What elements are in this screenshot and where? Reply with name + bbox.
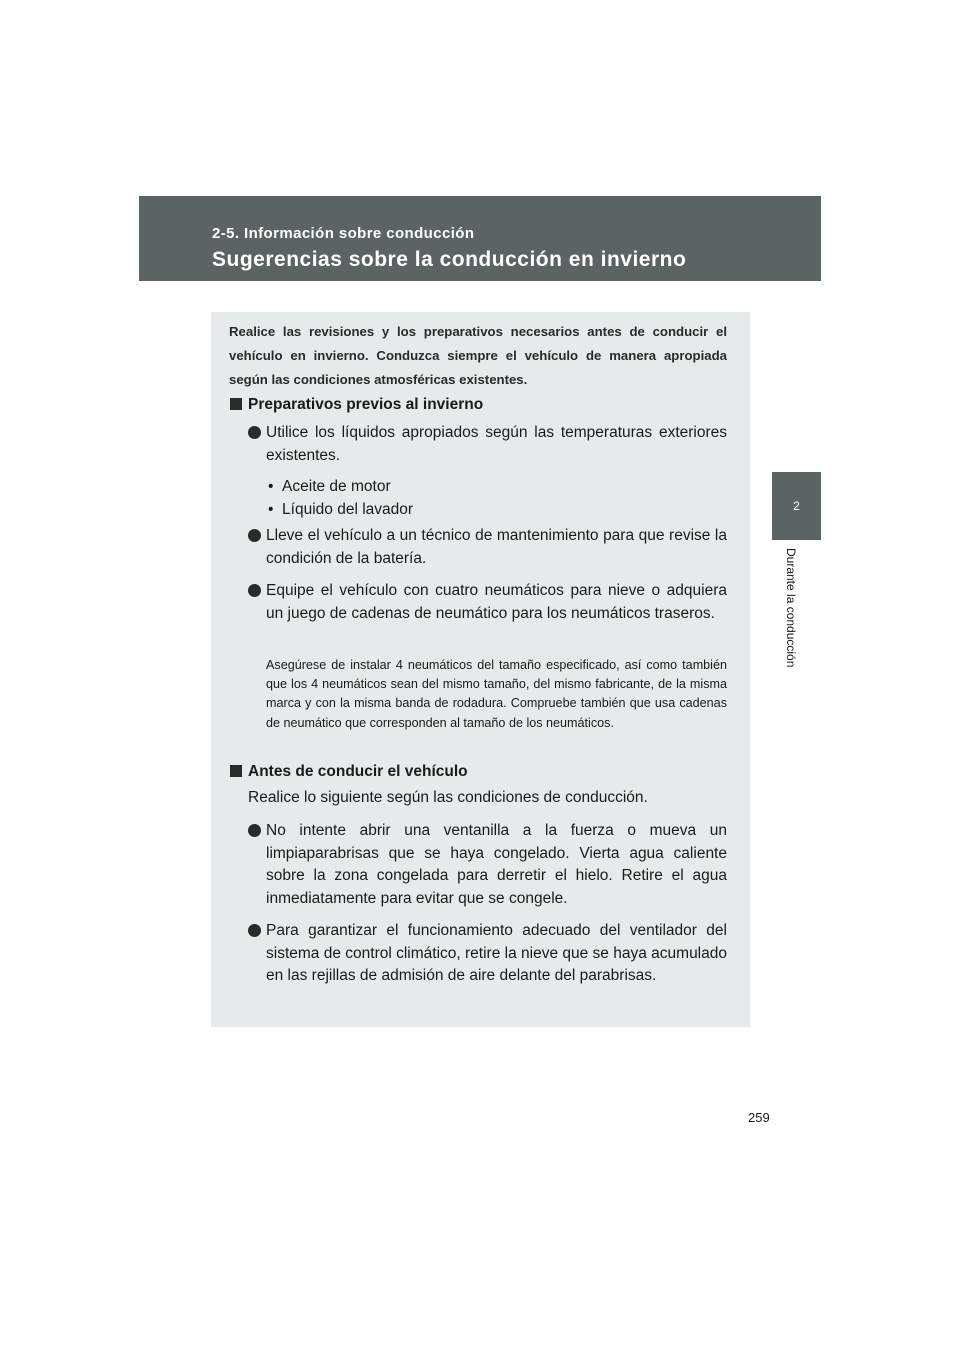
section-header (139, 196, 821, 281)
square-bullet-icon (230, 398, 242, 410)
sub-list-item (268, 501, 413, 519)
list-item-text: Lleve el vehículo a un técnico de mantenimiento para que revise la condición de la batería. (266, 527, 727, 567)
list-item (248, 920, 727, 988)
bullet-dot-icon (248, 529, 261, 542)
sub-bullet-icon: • (268, 501, 283, 518)
page-number: 259 (748, 1110, 770, 1125)
sub-item-text: Aceite de motor (282, 478, 391, 495)
note-paragraph: Asegúrese de instalar 4 neumáticos del tamaño especificado, así como también que los 4 neumáticos sean del mismo tamaño, del mismo fabricante, de la misma marca y con la misma banda de rodadura. Compruebe también que usa cadenas de neumático que corresponden al tamaño de los neumáticos. (266, 658, 727, 730)
chapter-label: Durante la conducción (784, 548, 798, 668)
heading-antes (230, 763, 468, 781)
intro-paragraph: Realice las revisiones y los preparativos necesarios antes de conducir el vehículo en invierno. Conduzca siempre el vehículo de manera apropiada según las condiciones atmosféricas existentes. (229, 324, 727, 387)
bullet-dot-icon (248, 924, 261, 937)
list-item (248, 525, 727, 570)
heading-text: Preparativos previos al invierno (248, 396, 484, 413)
list-item (248, 422, 727, 467)
sub-bullet-icon: • (268, 478, 283, 495)
list-item-text: Para garantizar el funcionamiento adecuado del ventilador del sistema de control climático, retire la nieve que se haya acumulado en las rejillas de admisión de aire delante del parabrisas. (266, 922, 727, 984)
list-item-text: Equipe el vehículo con cuatro neumáticos para nieve o adquiera un juego de cadenas de neumático para los neumáticos traseros. (266, 582, 727, 622)
bullet-dot-icon (248, 824, 261, 837)
list-item (248, 580, 727, 625)
page-title: Sugerencias sobre la conducción en invierno (212, 248, 687, 271)
heading-preparativos (230, 396, 483, 414)
chapter-tab: 2 (772, 472, 821, 540)
bullet-dot-icon (248, 426, 261, 439)
square-bullet-icon (230, 765, 242, 777)
bullet-dot-icon (248, 584, 261, 597)
sub-item-text: Líquido del lavador (282, 501, 414, 518)
list-item-text: No intente abrir una ventanilla a la fuerza o mueva un limpiaparabrisas que se haya congelado. Vierta agua caliente sobre la zona congelada para derretir el hielo. Retire el agua inmediatamente para evitar que se congele. (266, 822, 727, 907)
list-item-text: Utilice los líquidos apropiados según las temperaturas exteriores existentes. (266, 424, 727, 464)
list-item (248, 820, 727, 910)
section-subtitle: 2-5. Información sobre conducción (212, 225, 475, 242)
lead-text: Realice lo siguiente según las condiciones de conducción. (248, 789, 648, 806)
heading-text: Antes de conducir el vehículo (248, 763, 468, 780)
sub-list-item (268, 478, 391, 496)
